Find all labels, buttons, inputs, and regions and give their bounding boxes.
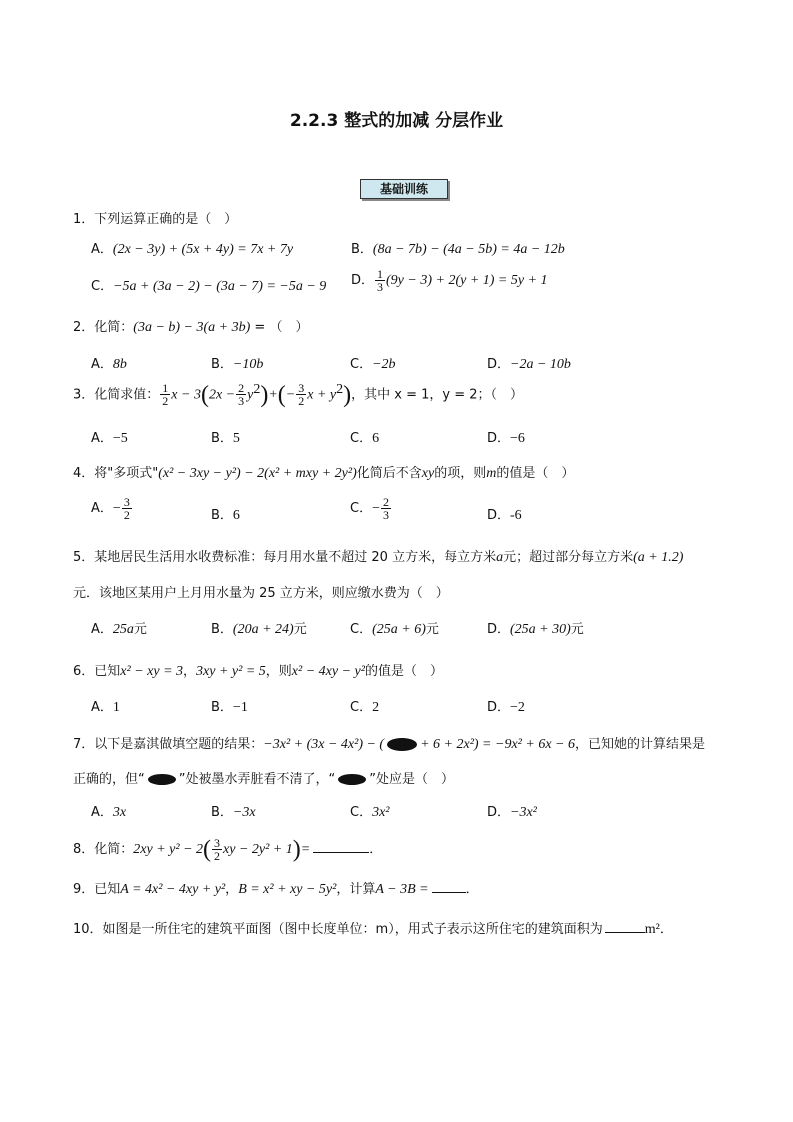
question-5-line-1: 5．某地居民生活用水收费标准：每月用水量不超过 20 立方米，每立方米a元；超过部分每立方米(a + 1.2) xyxy=(73,550,684,565)
q7-option-b: B．−3x xyxy=(211,805,256,820)
q5-option-b: B．(20a + 24)元 xyxy=(211,622,307,637)
q1-option-d: D． $\frac{1}{3}$ (9y − 3) + 2(y + 1) = 5y + 1 xyxy=(351,267,548,294)
question-8-stem: 8．化简：2xy + y² − 2( $\frac{3}{2}$ xy − 2y² + 1)= ． xyxy=(73,836,383,863)
q2-option-c: C．−2b xyxy=(350,357,396,372)
question-7-line-2: 正确的，但“ ”处被墨水弄脏看不清了，“ ”处应是（ ） xyxy=(73,772,454,787)
q4-option-d: D．-6 xyxy=(487,508,522,523)
q4-option-c: C．− $\frac{2}{3}$ xyxy=(350,495,389,522)
question-9-stem: 9．已知A = 4x² − 4xy + y²，B = x² + xy − 5y²，计算A − 3B = ． xyxy=(73,882,479,897)
answer-blank[interactable] xyxy=(313,840,369,853)
q1-option-c: C．−5a + (3a − 2) − (3a − 7) = −5a − 9 xyxy=(91,279,327,294)
q2-option-b: B．−10b xyxy=(211,357,264,372)
question-2-stem: 2．化简：(3a − b) − 3(a + 3b) = （ ） xyxy=(73,320,309,335)
ink-blot-icon xyxy=(338,774,366,785)
question-1-stem: 1．下列运算正确的是（ ） xyxy=(73,212,238,227)
question-5-line-2: 元．该地区某用户上月用水量为 25 立方米，则应缴水费为（ ） xyxy=(73,586,449,601)
section-heading: 基础训练 xyxy=(360,179,448,199)
question-10-stem: 10．如图是一所住宅的建筑平面图（图中长度单位：m），用式子表示这所住宅的建筑面积为 m²． xyxy=(73,922,673,937)
question-4-stem: 4．将"多项式"(x² − 3xy − y²) − 2(x² + mxy + 2y²)化简后不含xy的项，则m的值是（ ） xyxy=(73,466,575,481)
ink-blot-icon xyxy=(387,738,417,751)
q5-option-c: C．(25a + 6)元 xyxy=(350,622,439,637)
q4-option-b: B．6 xyxy=(211,508,240,523)
q6-option-c: C．2 xyxy=(350,700,380,715)
q3-option-d: D．−6 xyxy=(487,431,525,446)
q5-option-d: D．(25a + 30)元 xyxy=(487,622,584,637)
q3-option-b: B．5 xyxy=(211,431,240,446)
q3-option-a: A．−5 xyxy=(91,431,128,446)
q4-option-a: A．− $\frac{3}{2}$ xyxy=(91,495,130,522)
q6-option-a: A．1 xyxy=(91,700,120,715)
q6-option-d: D．−2 xyxy=(487,700,525,715)
q2-option-a: A．8b xyxy=(91,357,127,372)
q1-option-b: B．(8a − 7b) − (4a − 5b) = 4a − 12b xyxy=(351,242,565,257)
q7-option-d: D．−3x² xyxy=(487,805,537,820)
q3-option-c: C．6 xyxy=(350,431,380,446)
answer-blank[interactable] xyxy=(605,920,645,933)
question-3-stem: 3．化简求值： $\frac{1}{2}$ x − 3(2x − $\frac{2}{3}$ $y^2)+(-$ $\frac{3}{2}$ $x + y^2$)，其中 x = 1，y = 2；（ ） xyxy=(73,381,524,409)
question-7-line-1: 7．以下是嘉淇做填空题的结果：−3x² + (3x − 4x²) − ( + 6 + 2x²) = −9x² + 6x − 6，已知她的计算结果是 xyxy=(73,737,705,752)
question-6-stem: 6．已知x² − xy = 3，3xy + y² = 5，则x² − 4xy − y²的值是（ ） xyxy=(73,664,443,679)
fraction: $\frac{1}{3}$ xyxy=(377,267,384,294)
q7-option-c: C．3x² xyxy=(350,805,390,820)
q5-option-a: A．25a元 xyxy=(91,622,147,637)
q1-option-a: A．(2x − 3y) + (5x + 4y) = 7x + 7y xyxy=(91,242,294,257)
ink-blot-icon xyxy=(148,774,176,785)
page-title: 2.2.3 整式的加减 分层作业 xyxy=(289,111,504,131)
answer-blank[interactable] xyxy=(432,880,466,893)
q7-option-a: A．3x xyxy=(91,805,127,820)
q6-option-b: B．−1 xyxy=(211,700,248,715)
q2-option-d: D．−2a − 10b xyxy=(487,357,571,372)
